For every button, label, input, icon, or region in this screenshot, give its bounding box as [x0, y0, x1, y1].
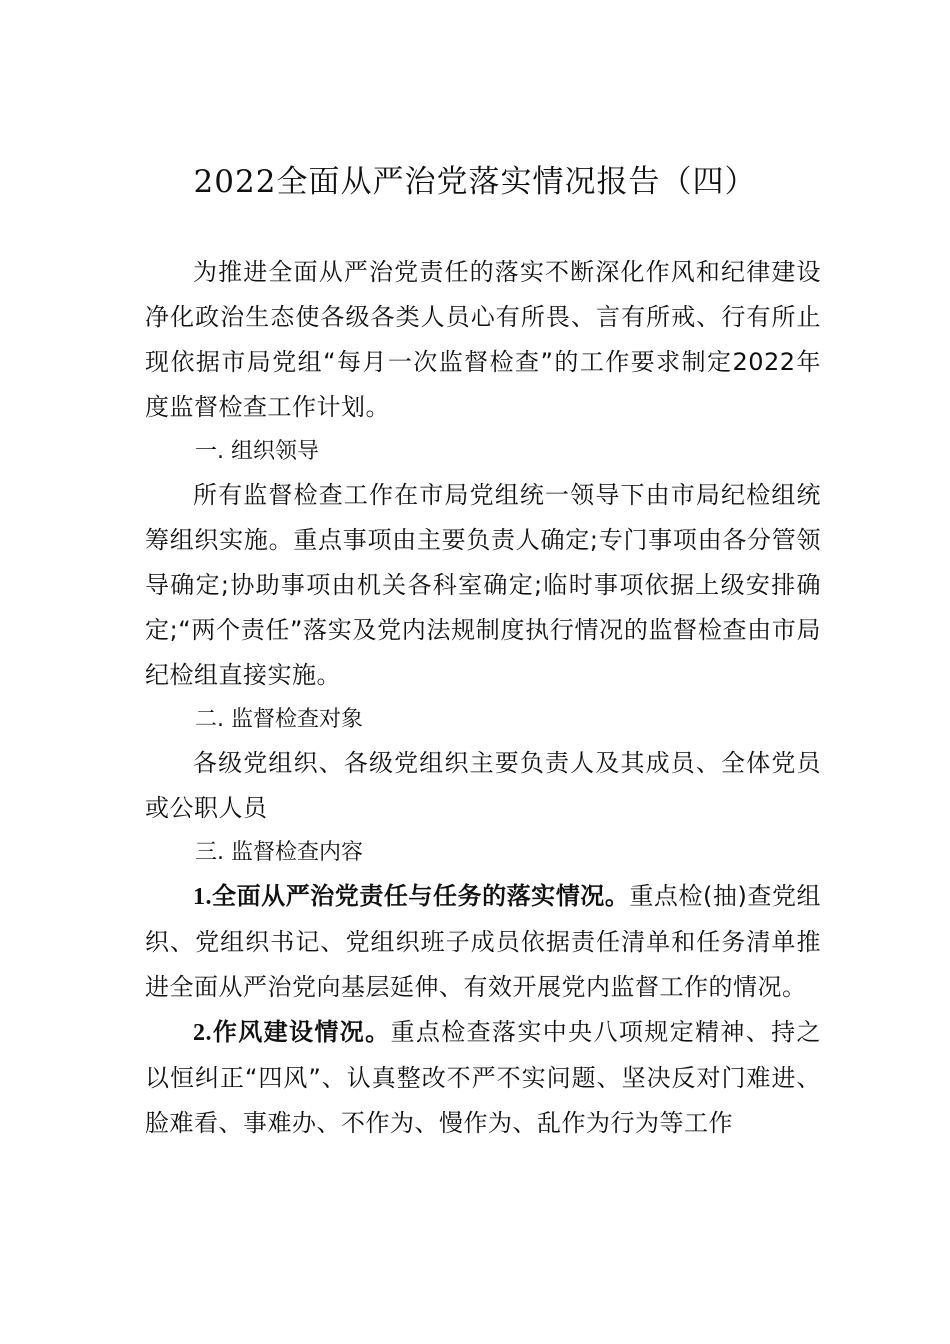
section-heading-targets: 二. 监督检查对象: [195, 707, 363, 732]
content-item-1: [145, 874, 821, 1010]
content-item-1-text: 重点检(抽)查党组织、党组织书记、党组织班子成员依据责任清单和任务清单推进全面从严治党向基层延伸、有效开展党内监督工作的情况。: [145, 882, 821, 1001]
content-item-2-text: 重点检查落实中央八项规定精神、持之以恒纠正“四风”、认真整改不严不实问题、坚决反对门难进、脸难看、事难办、不作为、慢作为、乱作为行为等工作: [145, 1018, 821, 1137]
content-item-2: [145, 1010, 821, 1146]
content-item-1-number: 1.: [193, 884, 212, 910]
document-body: [145, 250, 821, 1146]
intro-paragraph: 为推进全面从严治党责任的落实不断深化作风和纪律建设净化政治生态使各级各类人员心有所畏、言有所戒、行有所止现依据市局党组“每月一次监督检查”的工作要求制定2022年度监督检查工作计划。: [145, 258, 821, 421]
content-item-1-lead: 全面从严治党责任与任务的落实情况。: [212, 882, 630, 910]
content-item-2-number: 2.: [193, 1020, 212, 1046]
section-targets-text: 各级党组织、各级党组织主要负责人及其成员、全体党员或公职人员: [145, 749, 821, 822]
section-heading-leadership: 一. 组织领导: [195, 439, 319, 464]
document-title: 2022全面从严治党落实情况报告（四）: [193, 164, 757, 200]
section-leadership-text: 所有监督检查工作在市局党组统一领导下由市局纪检组统筹组织实施。重点事项由主要负责人确定;专门事项由各分管领导确定;协助事项由机关各科室确定;临时事项依据上级安排确定;“两个责任”落实及党内法规制度执行情况的监督检查由市局纪检组直接实施。: [145, 481, 821, 689]
section-heading-content: 三. 监督检查内容: [195, 840, 363, 865]
content-item-2-lead: 作风建设情况。: [212, 1018, 391, 1046]
